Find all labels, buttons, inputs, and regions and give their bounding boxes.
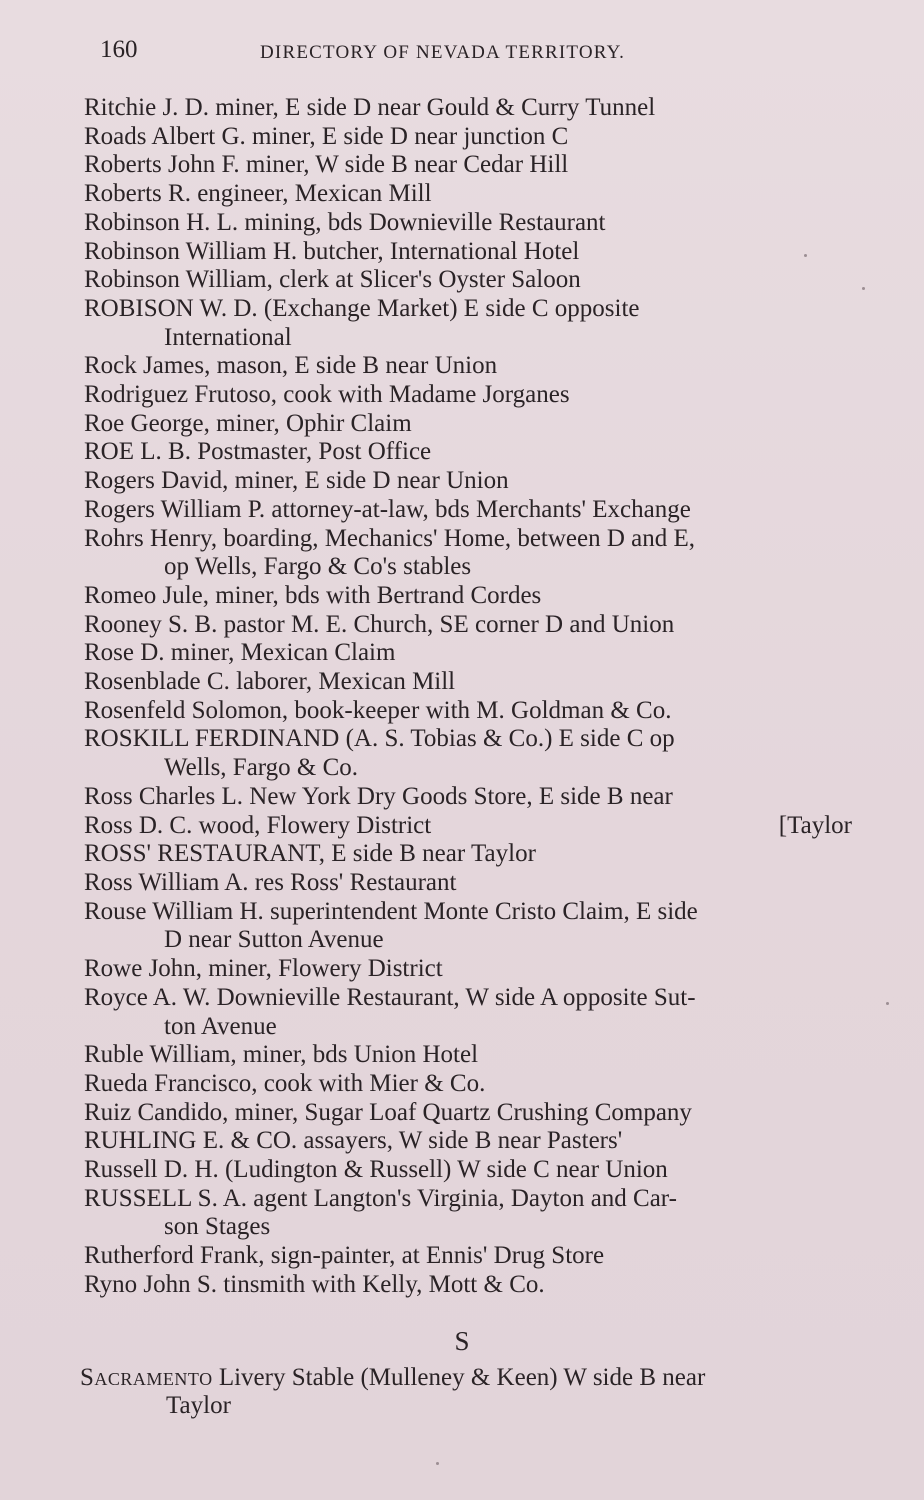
entry-text: Russell D. H. (Ludington & Russell) W side C near Union (84, 1156, 668, 1184)
entry-text: Rohrs Henry, boarding, Mechanics' Home, between D and E, (84, 524, 696, 552)
entry-continuation: son Stages (164, 1213, 271, 1241)
directory-entry (84, 1185, 864, 1242)
directory-entry (84, 1242, 864, 1271)
directory-entry (84, 438, 864, 467)
entry-continuation: Taylor (166, 1392, 231, 1419)
directory-entry (84, 611, 864, 640)
entry-text: Robinson H. L. mining, bds Downieville Restaurant (84, 208, 606, 236)
paper-speck (886, 1002, 889, 1005)
entry-text: Ryno John S. tinsmith with Kelly, Mott & Co. (84, 1270, 545, 1298)
entry-text: Roberts R. engineer, Mexican Mill (84, 180, 432, 208)
entry-text: Robinson William H. butcher, International Hotel (84, 237, 580, 265)
entry-text: Roads Albert G. miner, E side D near junction C (84, 122, 569, 150)
directory-entry (84, 410, 864, 439)
entry-text: Rogers David, miner, E side D near Union (84, 467, 509, 495)
directory-entry (84, 639, 864, 668)
entry-text: Royce A. W. Downieville Restaurant, W side A opposite Sut- (84, 983, 696, 1011)
entry-text: ROSKILL FERDINAND (A. S. Tobias & Co.) E side C op (84, 725, 675, 753)
entry-text: Rouse William H. superintendent Monte Cristo Claim, E side (84, 897, 698, 925)
entry-continuation: Wells, Fargo & Co. (164, 754, 359, 782)
entry-text: ROE L. B. Postmaster, Post Office (84, 438, 432, 466)
entry-text: Rogers William P. attorney-at-law, bds Merchants' Exchange (84, 495, 691, 523)
directory-entry (84, 1156, 864, 1185)
entry-continuation: D near Sutton Avenue (164, 926, 384, 954)
directory-entry (84, 209, 864, 238)
entry-text: RUSSELL S. A. agent Langton's Virginia, Dayton and Car- (84, 1184, 677, 1212)
entry-text: Rueda Francisco, cook with Mier & Co. (84, 1069, 486, 1097)
directory-entry (84, 467, 864, 496)
entry-text: ROBISON W. D. (Exchange Market) E side C opposite (84, 294, 640, 322)
directory-entry (84, 525, 864, 582)
directory-entry (84, 1127, 864, 1156)
directory-entry (84, 1099, 864, 1128)
entry-text: Roe George, miner, Ophir Claim (84, 409, 412, 437)
directory-entry (84, 123, 864, 152)
directory-entry (84, 697, 864, 726)
entry-bracket-continuation: [Taylor (778, 811, 852, 839)
entry-text: Ruiz Candido, miner, Sugar Loaf Quartz Crushing Company (84, 1098, 692, 1126)
entry-text: Rosenblade C. laborer, Mexican Mill (84, 668, 456, 696)
directory-entry (84, 94, 864, 123)
entry-continuation: ton Avenue (164, 1012, 277, 1040)
directory-entry (84, 582, 864, 611)
directory-entry (80, 1364, 860, 1420)
running-head: DIRECTORY OF NEVADA TERRITORY. (260, 42, 626, 63)
paper-speck (804, 254, 807, 257)
directory-entry (84, 1070, 864, 1099)
entry-continuation: International (164, 323, 292, 351)
entry-text: Ruble William, miner, bds Union Hotel (84, 1041, 479, 1069)
directory-entry (84, 151, 864, 180)
page-header (100, 36, 710, 72)
entry-name-smallcaps: Sacramento (80, 1364, 213, 1391)
entry-text: Rowe John, miner, Flowery District (84, 955, 443, 983)
entry-text: Rooney S. B. pastor M. E. Church, SE corner D and Union (84, 610, 675, 638)
entry-continuation: op Wells, Fargo & Co's stables (164, 553, 472, 581)
directory-entry (84, 180, 864, 209)
directory-entry (84, 869, 864, 898)
section-letter: S (454, 1326, 470, 1356)
directory-entry (84, 1271, 864, 1300)
directory-entry (84, 668, 864, 697)
paper-speck (436, 1462, 439, 1465)
directory-entry (84, 381, 864, 410)
entry-text: RUHLING E. & CO. assayers, W side B near Pasters' (84, 1127, 623, 1155)
entry-text: Romeo Jule, miner, bds with Bertrand Cordes (84, 581, 542, 609)
paper-speck (862, 287, 865, 290)
directory-entry (84, 725, 864, 782)
entry-text: Livery Stable (Mulleney & Keen) W side B near (212, 1364, 706, 1391)
directory-entry (84, 984, 864, 1041)
entry-text: Ross William A. res Ross' Restaurant (84, 868, 457, 896)
directory-entry (84, 266, 864, 295)
page-number: 160 (100, 36, 138, 63)
entry-text: ROSS' RESTAURANT, E side B near Taylor (84, 840, 536, 868)
directory-entry (84, 783, 864, 812)
entry-text: Rodriguez Frutoso, cook with Madame Jorganes (84, 381, 570, 409)
directory-entry (84, 955, 864, 984)
directory-entry (84, 238, 864, 267)
directory-entries (84, 94, 864, 1300)
entry-text: Rosenfeld Solomon, book-keeper with M. Goldman & Co. (84, 696, 672, 724)
entry-text: Roberts John F. miner, W side B near Cedar Hill (84, 151, 569, 179)
entry-text: Ritchie J. D. miner, E side D near Gould & Curry Tunnel (84, 94, 656, 121)
entry-text: Robinson William, clerk at Slicer's Oyster Saloon (84, 266, 581, 294)
entry-text: Ross Charles L. New York Dry Goods Store, E side B near (84, 782, 673, 810)
directory-entry (84, 898, 864, 955)
directory-entry (84, 352, 864, 381)
entry-text: Rock James, mason, E side B near Union (84, 352, 498, 380)
entry-text: Rutherford Frank, sign-painter, at Ennis' Drug Store (84, 1242, 605, 1270)
directory-entry (84, 496, 864, 525)
entry-text: Rose D. miner, Mexican Claim (84, 639, 396, 667)
directory-entry (84, 812, 864, 841)
directory-entry (84, 295, 864, 352)
entry-text: Ross D. C. wood, Flowery District (84, 811, 432, 839)
directory-entry (84, 840, 864, 869)
directory-entry (84, 1041, 864, 1070)
